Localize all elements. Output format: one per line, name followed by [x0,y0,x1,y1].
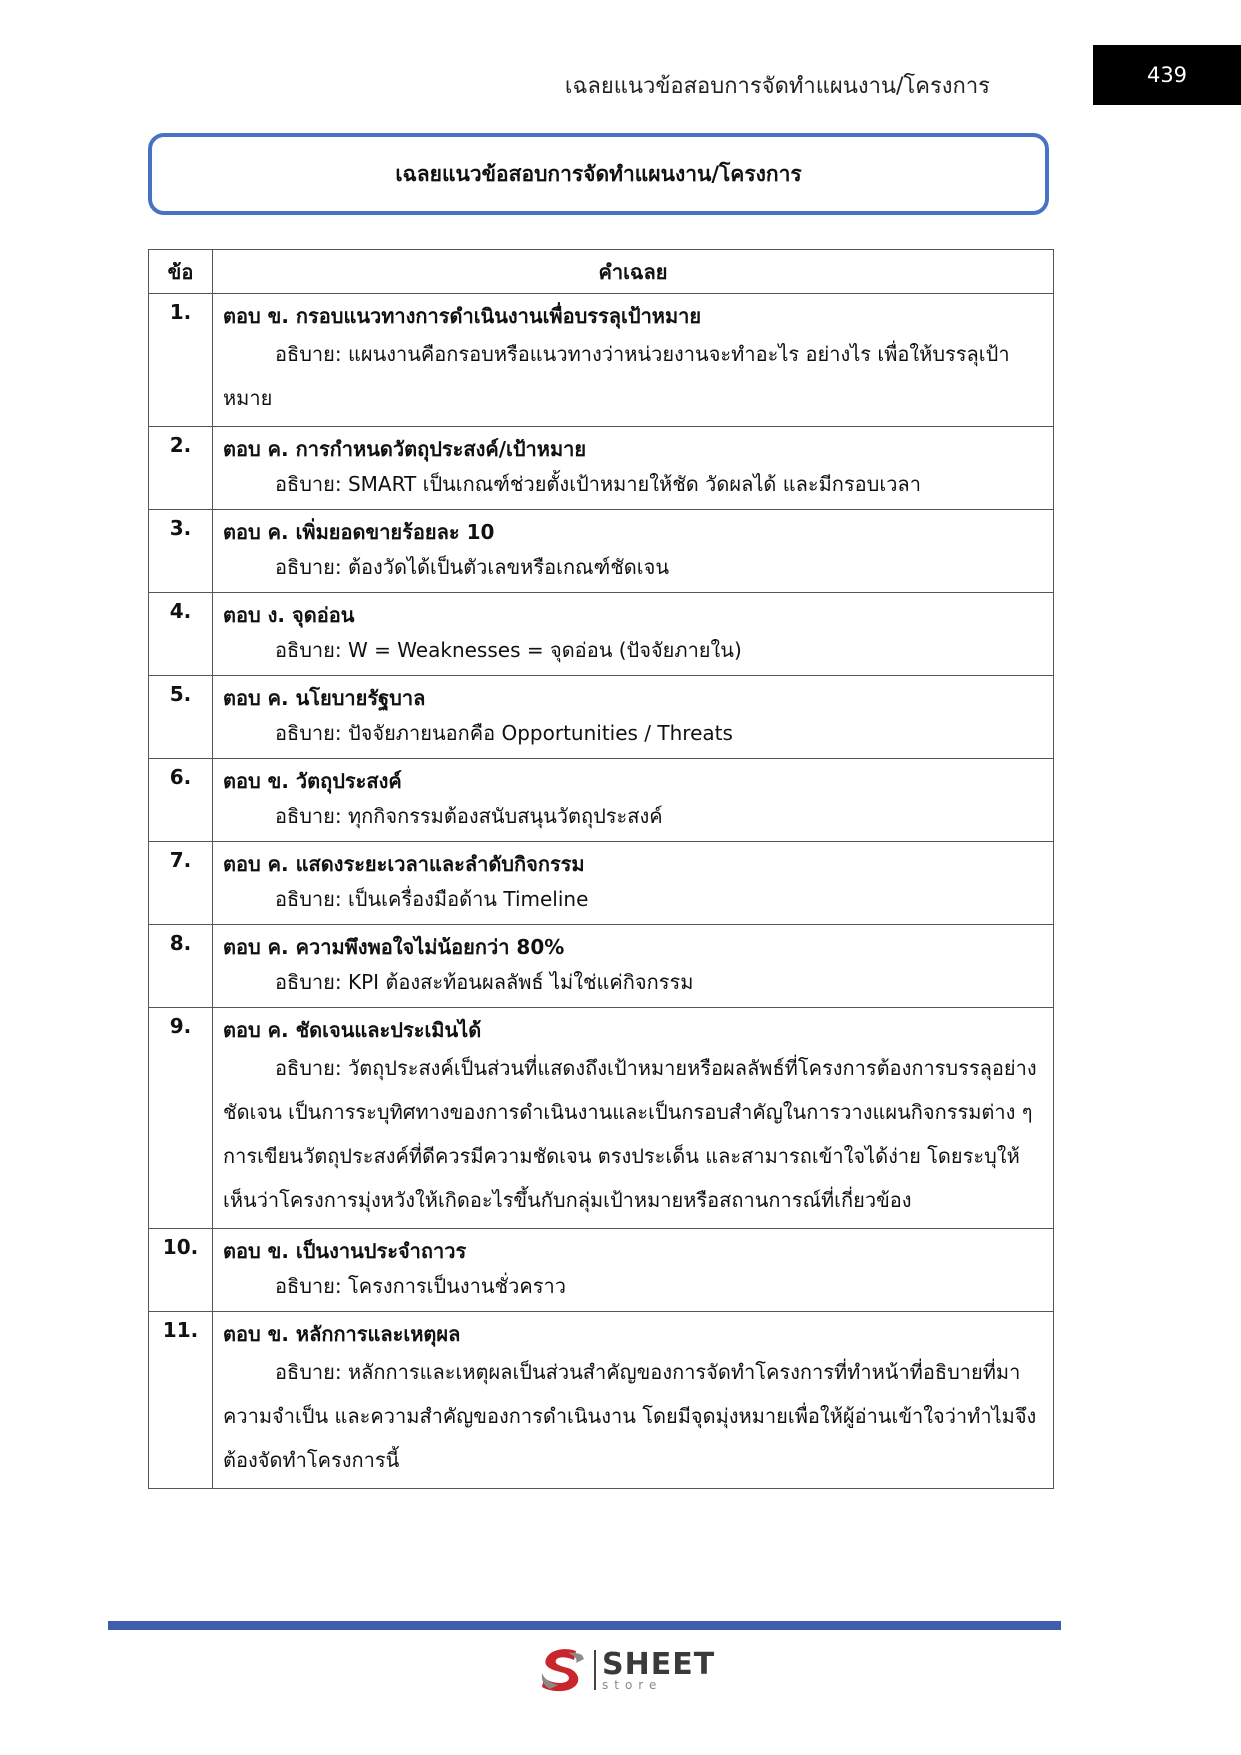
answer-cell [213,510,1054,593]
answer-cell [213,676,1054,759]
row-number: 6. [149,759,213,842]
row-number: 7. [149,842,213,925]
running-header-title: เฉลยแนวข้อสอบการจัดทำแผนงาน/โครงการ [564,74,990,99]
answer-text: ตอบ ค. แสดงระยะเวลาและลำดับกิจกรรม [223,852,585,876]
answer-text: ตอบ ข. วัตถุประสงค์ [223,769,402,793]
answer-text: ตอบ ข. เป็นงานประจำถาวร [223,1239,467,1263]
explanation-text: อธิบาย: ต้องวัดได้เป็นตัวเลขหรือเกณฑ์ชัดเจน [275,555,670,579]
explanation-text: อธิบาย: SMART เป็นเกณฑ์ช่วยตั้งเป้าหมายให้ชัด วัดผลได้ และมีกรอบเวลา [275,472,921,496]
sheet-store-logo [536,1645,715,1695]
logo-brand-main: SHEET [602,1646,716,1682]
answer-cell [213,1312,1054,1489]
sheet-store-logo-icon [536,1645,590,1695]
explanation-text: อธิบาย: W = Weaknesses = จุดอ่อน (ปัจจัยภายใน) [275,638,742,662]
answer-cell [213,842,1054,925]
explanation-text: อธิบาย: แผนงานคือกรอบหรือแนวทางว่าหน่วยงานจะทำอะไร อย่างไร เพื่อให้บรรลุเป้าหมาย [223,342,1010,410]
row-number: 4. [149,593,213,676]
column-header-answer: คำเฉลย [213,250,1054,294]
answer-text: ตอบ ข. หลักการและเหตุผล [223,1322,461,1346]
logo-divider [594,1650,596,1690]
answer-text: ตอบ ง. จุดอ่อน [223,603,355,627]
answer-text: ตอบ ค. เพิ่มยอดขายร้อยละ 10 [223,520,495,544]
section-title-box [148,133,1049,215]
answer-cell [213,294,1054,427]
table-row [149,1312,1054,1489]
logo-brand-sub: store [602,1677,663,1692]
answer-cell [213,593,1054,676]
explanation-text: อธิบาย: ปัจจัยภายนอกคือ Opportunities / Threats [275,721,733,745]
page-number-badge: 439 [1093,45,1241,105]
answer-text: ตอบ ค. การกำหนดวัตถุประสงค์/เป้าหมาย [223,437,587,461]
table-row [149,842,1054,925]
explanation-text: อธิบาย: ทุกกิจกรรมต้องสนับสนุนวัตถุประสงค์ [275,804,663,828]
explanation-text: อธิบาย: หลักการและเหตุผลเป็นส่วนสำคัญของการจัดทำโครงการที่ทำหน้าที่อธิบายที่มาความจำเป็น และความสำคัญของการดำเนินงาน โดยมีจุดมุ่งหมายเพื่อให้ผู้อ่านเข้าใจว่าทำไมจึงต้องจัดทำโครงการนี้ [223,1360,1037,1472]
explanation-text: อธิบาย: โครงการเป็นงานชั่วคราว [275,1274,566,1298]
row-number: 2. [149,427,213,510]
table-row [149,593,1054,676]
table-row [149,676,1054,759]
explanation-text: อธิบาย: วัตถุประสงค์เป็นส่วนที่แสดงถึงเป้าหมายหรือผลลัพธ์ที่โครงการต้องการบรรลุอย่างชัดเจน เป็นการระบุทิศทางของการดำเนินงานและเป็นกรอบสำคัญในการวางแผนกิจกรรมต่าง ๆ การเขียนวัตถุประสงค์ที่ดีควรมีความชัดเจน ตรงประเด็น และสามารถเข้าใจได้ง่าย โดยระบุให้เห็นว่าโครงการมุ่งหวังให้เกิดอะไรขึ้นกับกลุ่มเป้าหมายหรือสถานการณ์ที่เกี่ยวข้อง [223,1056,1037,1212]
answer-table [148,249,1054,1489]
answer-cell [213,759,1054,842]
table-row [149,510,1054,593]
row-number: 3. [149,510,213,593]
row-number: 1. [149,294,213,427]
row-number: 11. [149,1312,213,1489]
answer-text: ตอบ ค. ความพึงพอใจไม่น้อยกว่า 80% [223,935,565,959]
table-row [149,294,1054,427]
logo-wordmark [602,1646,716,1692]
answer-text: ตอบ ข. กรอบแนวทางการดำเนินงานเพื่อบรรลุเป้าหมาย [223,304,702,328]
table-row [149,1008,1054,1229]
table-row [149,1229,1054,1312]
row-number: 9. [149,1008,213,1229]
row-number: 8. [149,925,213,1008]
section-title: เฉลยแนวข้อสอบการจัดทำแผนงาน/โครงการ [395,161,802,186]
answer-cell [213,427,1054,510]
explanation-text: อธิบาย: KPI ต้องสะท้อนผลลัพธ์ ไม่ใช่แค่กิจกรรม [275,970,694,994]
row-number: 5. [149,676,213,759]
explanation-text: อธิบาย: เป็นเครื่องมือด้าน Timeline [275,887,589,911]
table-row [149,759,1054,842]
column-header-number: ข้อ [149,250,213,294]
table-row [149,925,1054,1008]
answer-cell [213,1008,1054,1229]
table-row [149,427,1054,510]
footer-divider [108,1621,1061,1630]
table-header-row [149,250,1054,294]
answer-cell [213,1229,1054,1312]
answer-cell [213,925,1054,1008]
answer-text: ตอบ ค. นโยบายรัฐบาล [223,686,426,710]
row-number: 10. [149,1229,213,1312]
answer-text: ตอบ ค. ชัดเจนและประเมินได้ [223,1018,482,1042]
